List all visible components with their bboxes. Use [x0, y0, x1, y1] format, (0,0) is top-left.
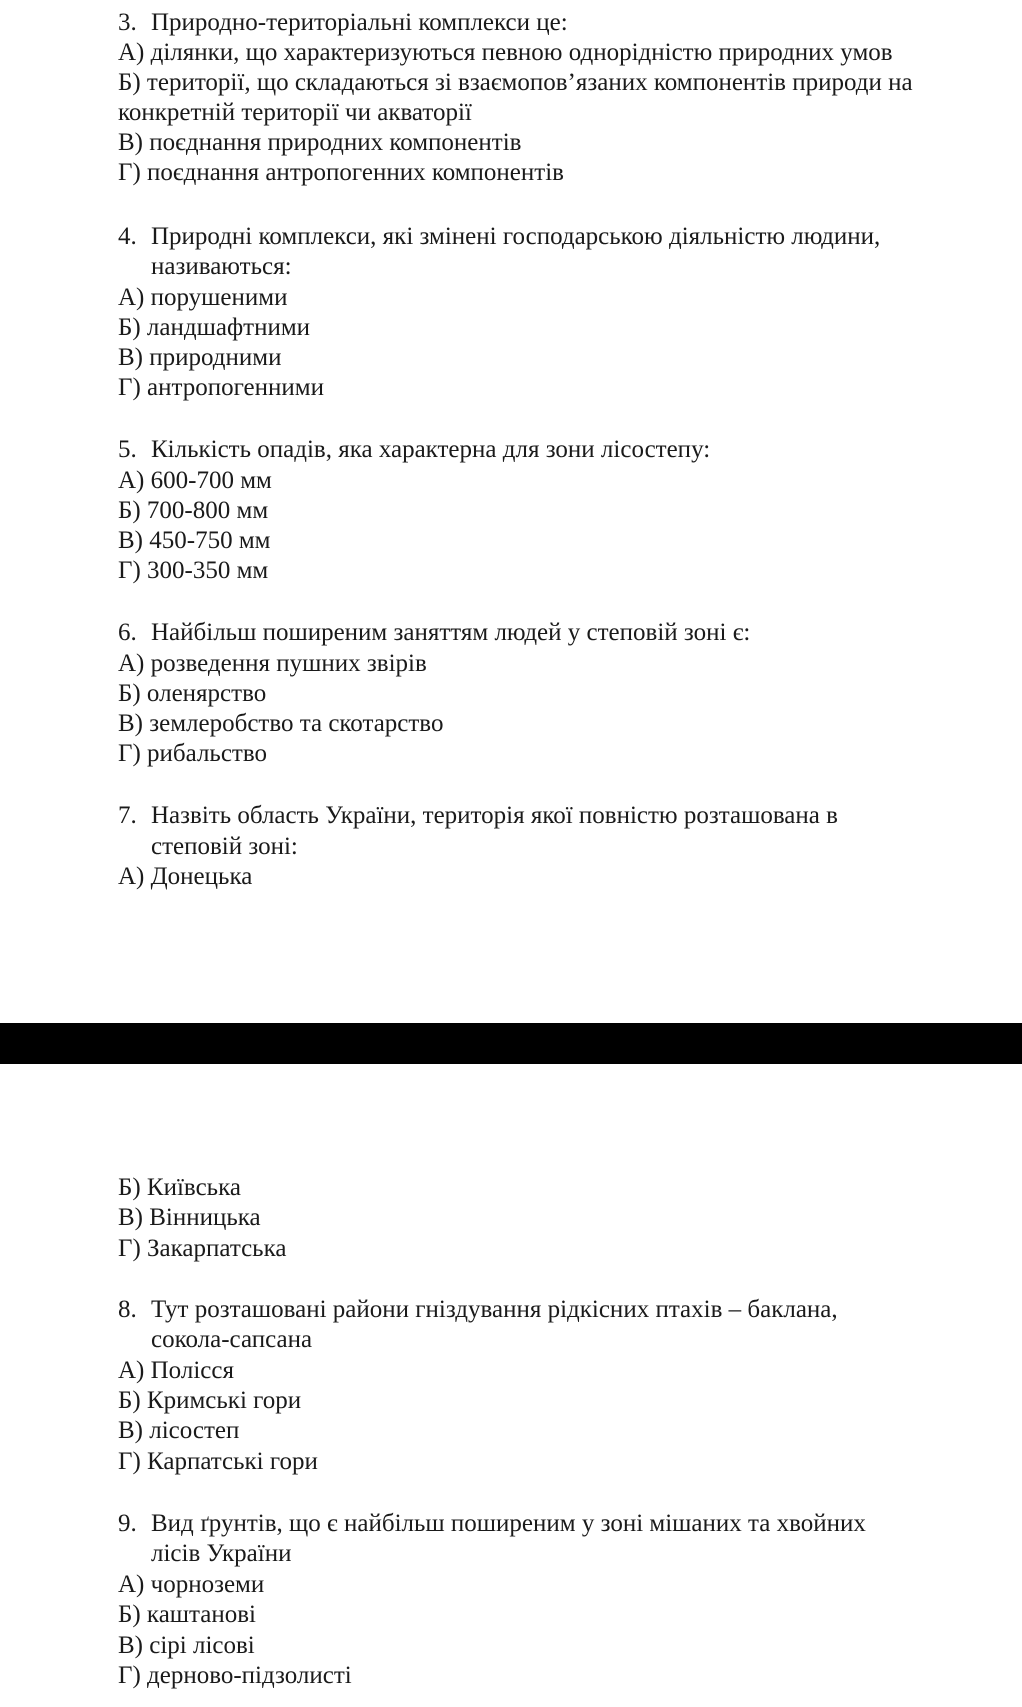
question-5-option-v: В) 450-750 мм [118, 527, 271, 554]
question-4-title-continued: називаються: [151, 253, 292, 280]
question-number: 8. [118, 1296, 137, 1323]
question-3-option-a: А) ділянки, що характеризуються певною однорідністю природних умов [118, 39, 893, 66]
question-8-option-g: Г) Карпатські гори [118, 1448, 318, 1475]
question-6-option-g: Г) рибальство [118, 740, 267, 767]
question-3-title [118, 8, 568, 38]
question-7-title [118, 801, 838, 831]
question-6-option-a: А) розведення пушних звірів [118, 650, 427, 677]
question-9-option-v: В) сірі лісові [118, 1632, 255, 1659]
question-7-option-b: Б) Київська [118, 1174, 241, 1201]
page-separator-bar [0, 1023, 1022, 1064]
question-text: Природно-територіальні комплекси це: [151, 9, 568, 36]
question-4-title [118, 222, 880, 252]
question-number: 7. [118, 802, 137, 829]
question-8-option-v: В) лісостеп [118, 1417, 240, 1444]
question-7-title-continued: степовій зоні: [151, 833, 298, 860]
question-text: Тут розташовані райони гніздування рідкісних птахів – баклана, [151, 1296, 838, 1323]
question-6-title [118, 618, 750, 648]
question-5-option-a: А) 600-700 мм [118, 467, 272, 494]
question-3-option-g: Г) поєднання антропогенних компонентів [118, 159, 564, 186]
question-5-option-g: Г) 300-350 мм [118, 557, 269, 584]
question-number: 6. [118, 619, 137, 646]
question-9-option-g: Г) дерново-підзолисті [118, 1662, 352, 1689]
question-number: 3. [118, 9, 137, 36]
question-4-option-v: В) природними [118, 344, 282, 371]
question-9-option-a: А) чорноземи [118, 1571, 265, 1598]
question-3-option-b: Б) території, що складаються зі взаємопов’язаних компонентів природи на [118, 69, 913, 96]
question-8-title-continued: сокола-сапсана [151, 1326, 313, 1353]
question-9-option-b: Б) каштанові [118, 1601, 257, 1628]
question-text: Вид ґрунтів, що є найбільш поширеним у зоні мішаних та хвойних [151, 1510, 866, 1537]
question-3-option-v: В) поєднання природних компонентів [118, 129, 522, 156]
question-7-option-v: В) Вінницька [118, 1204, 261, 1231]
question-4-option-g: Г) антропогенними [118, 374, 324, 401]
question-number: 5. [118, 436, 137, 463]
question-text: Найбільш поширеним заняттям людей у степовій зоні є: [151, 619, 751, 646]
question-text: Природні комплекси, які змінені господарською діяльністю людини, [151, 223, 881, 250]
question-number: 9. [118, 1510, 137, 1537]
question-7-option-a: А) Донецька [118, 863, 253, 890]
question-7-option-g: Г) Закарпатська [118, 1235, 287, 1262]
question-number: 4. [118, 223, 137, 250]
question-9-title [118, 1509, 866, 1539]
question-5-option-b: Б) 700-800 мм [118, 497, 269, 524]
question-6-option-v: В) землеробство та скотарство [118, 710, 444, 737]
question-8-title [118, 1295, 838, 1325]
question-9-title-continued: лісів України [151, 1540, 292, 1567]
question-4-option-a: А) порушеними [118, 284, 288, 311]
question-text: Назвіть область України, територія якої повністю розташована в [151, 802, 838, 829]
question-text: Кількість опадів, яка характерна для зони лісостепу: [151, 436, 711, 463]
question-8-option-a: А) Полісся [118, 1357, 234, 1384]
question-6-option-b: Б) оленярство [118, 680, 267, 707]
question-5-title [118, 435, 710, 465]
question-4-option-b: Б) ландшафтними [118, 314, 311, 341]
question-3-option-b-continued: конкретній території чи акваторії [118, 99, 472, 126]
question-8-option-b: Б) Кримські гори [118, 1387, 302, 1414]
